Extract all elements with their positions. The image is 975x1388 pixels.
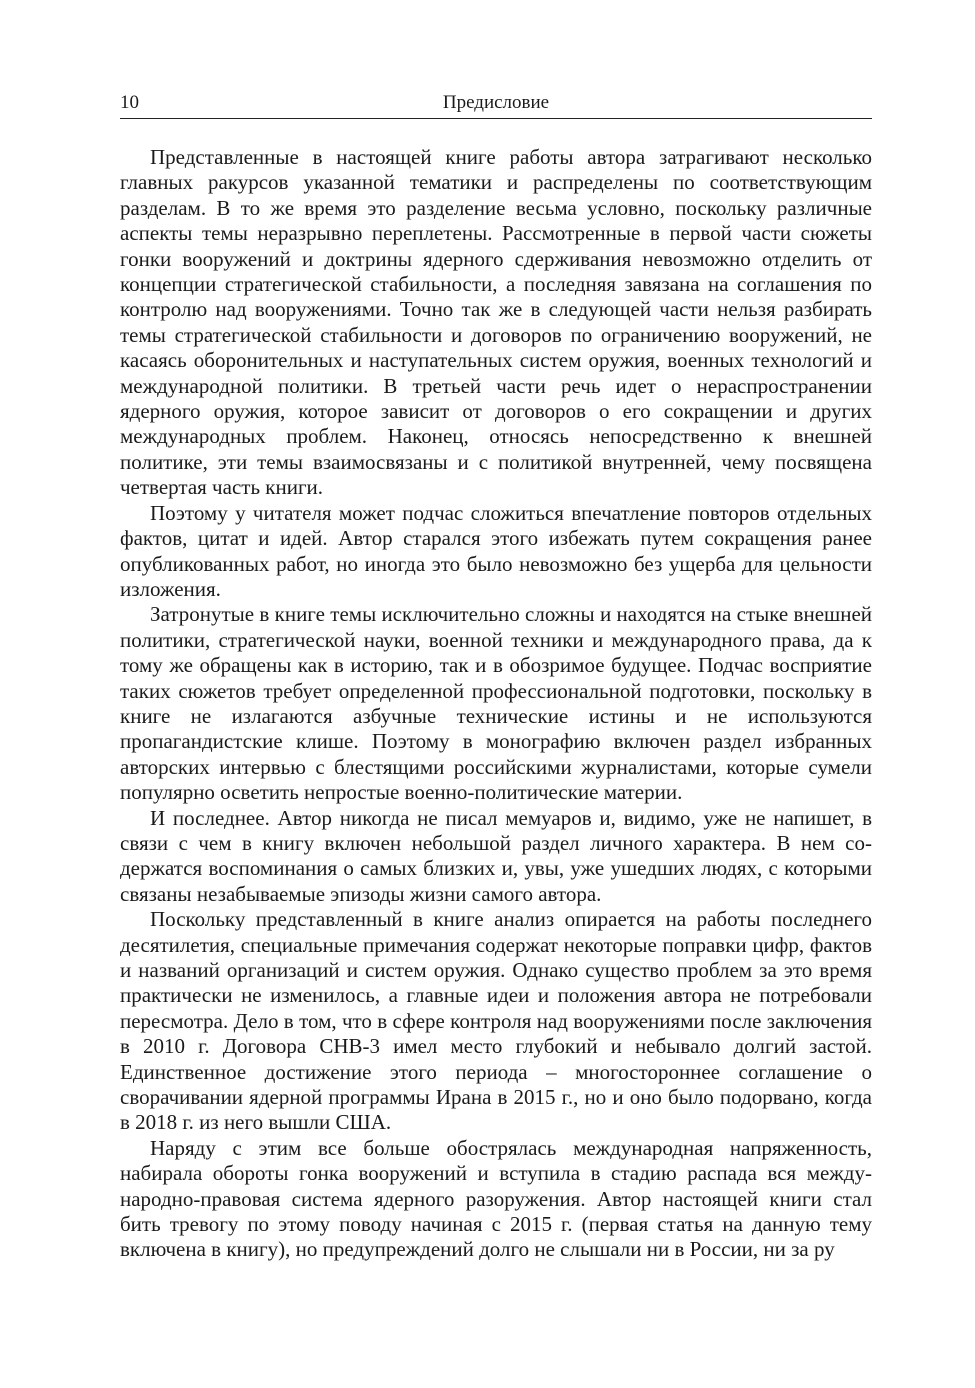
- paragraph: И последнее. Автор никогда не писал мемуаров и, видимо, уже не напишет, в связи с чем в книгу включен небольшой раздел личного характера. В нем содержатся воспоминания о самых близких и, увы, уже ушедших людях, с которыми связаны незабываемые эпизоды жизни самого автора.: [120, 805, 872, 906]
- paragraph: Наряду с этим все больше обострялась международная напряженность, набирала обороты гонка вооружений и вступила в стадию распада вся международно-правовая система ядерного разоружения. Автор настоящей книги стал бить тревогу по этому поводу начиная с 2015 г. (первая статья на данную тему включена в книгу), но предупреждений долго не слышали ни в России, ни за ру: [120, 1135, 872, 1262]
- book-page: [120, 88, 872, 1263]
- paragraph: Поскольку представленный в книге анализ опирается на работы последнего десятилетия, специальные примечания содержат некоторые поправки цифр, фактов и названий организаций и систем оружия. Однако существо проблем за это время практически не изменилось, а главные идеи и положения автора не потребовали пересмотра. Дело в том, что в сфере контроля над вооружениями после заключения в 2010 г. Договора СНВ-3 имел место глубокий и небывало долгий застой. Единственное достижение этого периода – многостороннее соглашение о сворачивании ядерной программы Ирана в 2015 г., но и оно было подорвано, когда в 2018 г. из него вышли США.: [120, 907, 872, 1135]
- paragraph: Представленные в настоящей книге работы автора затрагивают несколько главных ракурсов указанной тематики и распределены по соответствующим разделам. В то же время это разделение весьма условно, поскольку различные аспекты темы неразрывно переплетены. Рассмотренные в первой части сюжеты гонки вооружений и доктрины ядерного сдерживания невозможно отделить от концепции стратегической стабильности, а последняя завязана на соглашения по контролю над вооружениями. Точно так же в следующей части нельзя разбирать темы стратегической стабильности и договоров по ограничению вооружений, не касаясь оборонительных и наступательных систем оружия, военных технологий и международной политики. В третьей части речь идет о нераспространении ядерного оружия, которое зависит от договоров о его сокращении и других международных проблем. Наконец, относясь непосредственно к внешней политике, эти темы взаимосвязаны и с политикой внутренней, чему посвящена четвертая часть книги.: [120, 145, 872, 500]
- body-text: [120, 145, 872, 1263]
- paragraph: Затронутые в книге темы исключительно сложны и находятся на стыке внешней политики, стратегической науки, военной техники и международного права, да к тому же обращены как в историю, так и в обозримое будущее. Подчас восприятие таких сюжетов требует определенной профессиональной подготовки, поскольку в книге не излагаются азбучные технические истины и не используются пропагандистские клише. Поэтому в монографию включен раздел избранных авторских интервью с блестящими российскими журналистами, которые сумели популярно осветить непростые военно-политические материи.: [120, 602, 872, 805]
- running-header: [120, 88, 872, 119]
- page-number: 10: [120, 92, 139, 113]
- running-header-title: Предисловие: [442, 92, 550, 113]
- paragraph: Поэтому у читателя может подчас сложиться впечатление повторов отдельных фактов, цитат и идей. Автор старался этого избежать путем сокращения ранее опубликованных работ, но иногда это было невозможно без ущерба для цельности изложения.: [120, 500, 872, 601]
